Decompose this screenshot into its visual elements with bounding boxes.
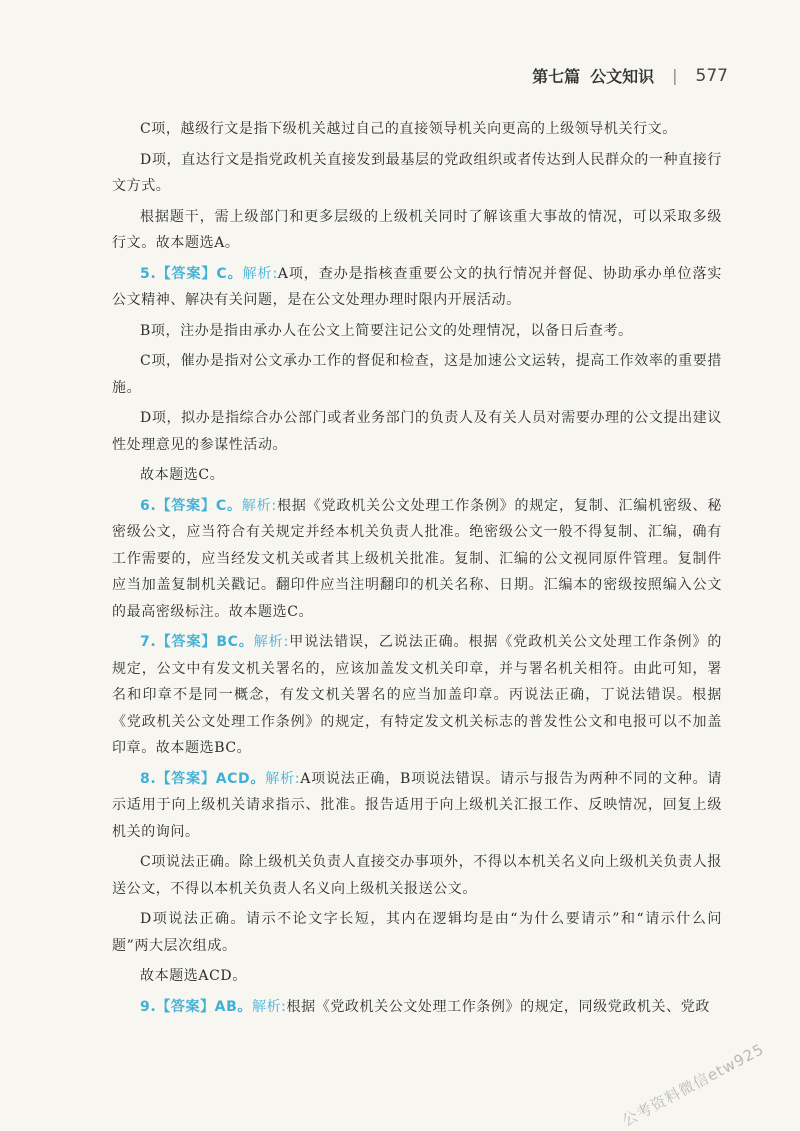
- section-title: 第七篇: [532, 67, 581, 86]
- explanation-text: 根据《党政机关公文处理工作条例》的规定，同级党政机关、党政: [286, 998, 710, 1015]
- question-number: 8.: [140, 770, 157, 787]
- answer-label: 【答案】C。: [156, 265, 243, 282]
- paragraph: 根据题干，需上级部门和更多层级的上级机关同时了解该重大事故的情况，可以采取多级行文。故本题选A。: [112, 208, 722, 251]
- explanation-text: 根据《党政机关公文处理工作条例》的规定，复制、汇编机密级、秘密级公文，应当符合有关规定并经本机关负责人批准。绝密级公文一般不得复制、汇编，确有工作需要的，应当经发文机关或者其上级机关批准。复制、汇编的公文视同原件管理。复制件应当加盖复制机关戳记。翻印件应当注明翻印的机关名称、日期。汇编本的密级按照编入公文的最高密级标注。故本题选C。: [112, 497, 723, 620]
- paragraph: C项说法正确。除上级机关负责人直接交办事项外，不得以本机关名义向上级机关负责人报送公文，不得以本机关负责人名义向上级机关报送公文。: [112, 854, 722, 897]
- explanation-text: A项，查办是指核查重要公文的执行情况并督促、协助承办单位落实公文精神、解决有关问题，是在公文处理办理时限内开展活动。: [112, 265, 722, 308]
- answer-label: 【答案】ACD。: [156, 770, 266, 787]
- question-number: 7.: [140, 634, 157, 650]
- paragraph: D项，拟办是指综合办公部门或者业务部门的负责人及有关人员对需要办理的公文提出建议性处理意见的参谋性活动。: [112, 410, 722, 453]
- explanation-label: 解析:: [253, 634, 289, 650]
- chapter-title: 公文知识: [590, 67, 655, 86]
- paragraph: C项，催办是指对公文承办工作的督促和检查，这是加速公文运转，提高工作效率的重要措施。: [112, 353, 722, 396]
- answer-label: 【答案】BC。: [156, 634, 254, 650]
- question-answer-8: [112, 766, 722, 846]
- question-number: 5.: [140, 265, 157, 282]
- paragraph: C项，越级行文是指下级机关越过自己的直接领导机关向更高的上级领导机关行文。: [140, 121, 677, 137]
- paragraph: D项，直达行文是指党政机关直接发到最基层的党政组织或者传达到人民群众的一种直接行文方式。: [112, 151, 722, 194]
- watermark: 公考资料微信etw925: [619, 1039, 768, 1130]
- page-number: 577: [695, 65, 728, 86]
- paragraph: B项，注办是指由承办人在公文上简要注记公文的处理情况，以备日后查考。: [140, 322, 633, 339]
- answer-label: 【答案】C。: [156, 497, 242, 514]
- question-number: 6.: [140, 497, 157, 514]
- paragraph: 故本题选ACD。: [140, 968, 247, 984]
- explanation-label: 解析:: [242, 265, 278, 282]
- explanation-label: 解析:: [251, 998, 287, 1015]
- header-separator: |: [672, 66, 678, 85]
- page-content: [112, 116, 722, 1024]
- question-answer-7: [112, 629, 722, 762]
- paragraph: D项说法正确。请示不论文字长短，其内在逻辑均是由“为什么要请示”和“请示什么问题”两大层次组成。: [112, 911, 722, 954]
- paragraph: 故本题选C。: [140, 467, 225, 483]
- question-answer-5: [112, 261, 722, 314]
- explanation-text: A项说法正确，B项说法错误。请示与报告为两种不同的文种。请示适用于向上级机关请求指示、批准。报告适用于向上级机关汇报工作、反映情况，回复上级机关的询问。: [112, 770, 723, 840]
- page-header: [532, 64, 728, 87]
- question-number: 9.: [140, 998, 157, 1015]
- explanation-label: 解析:: [265, 770, 301, 787]
- question-answer-9: [112, 994, 722, 1021]
- answer-label: 【答案】AB。: [156, 998, 252, 1015]
- explanation-text: 甲说法错误，乙说法正确。根据《党政机关公文处理工作条例》的规定，公文中有发文机关署名的，应该加盖发文机关印章，并与署名机关相符。由此可知，署名和印章不是同一概念，有发文机关署名的应当加盖印章。丙说法正确，丁说法错误。根据《党政机关公文处理工作条例》的规定，有特定发文机关标志的普发性公文和电报可以不加盖印章。故本题选BC。: [112, 634, 722, 756]
- explanation-label: 解析:: [241, 497, 277, 514]
- question-answer-6: [112, 493, 722, 626]
